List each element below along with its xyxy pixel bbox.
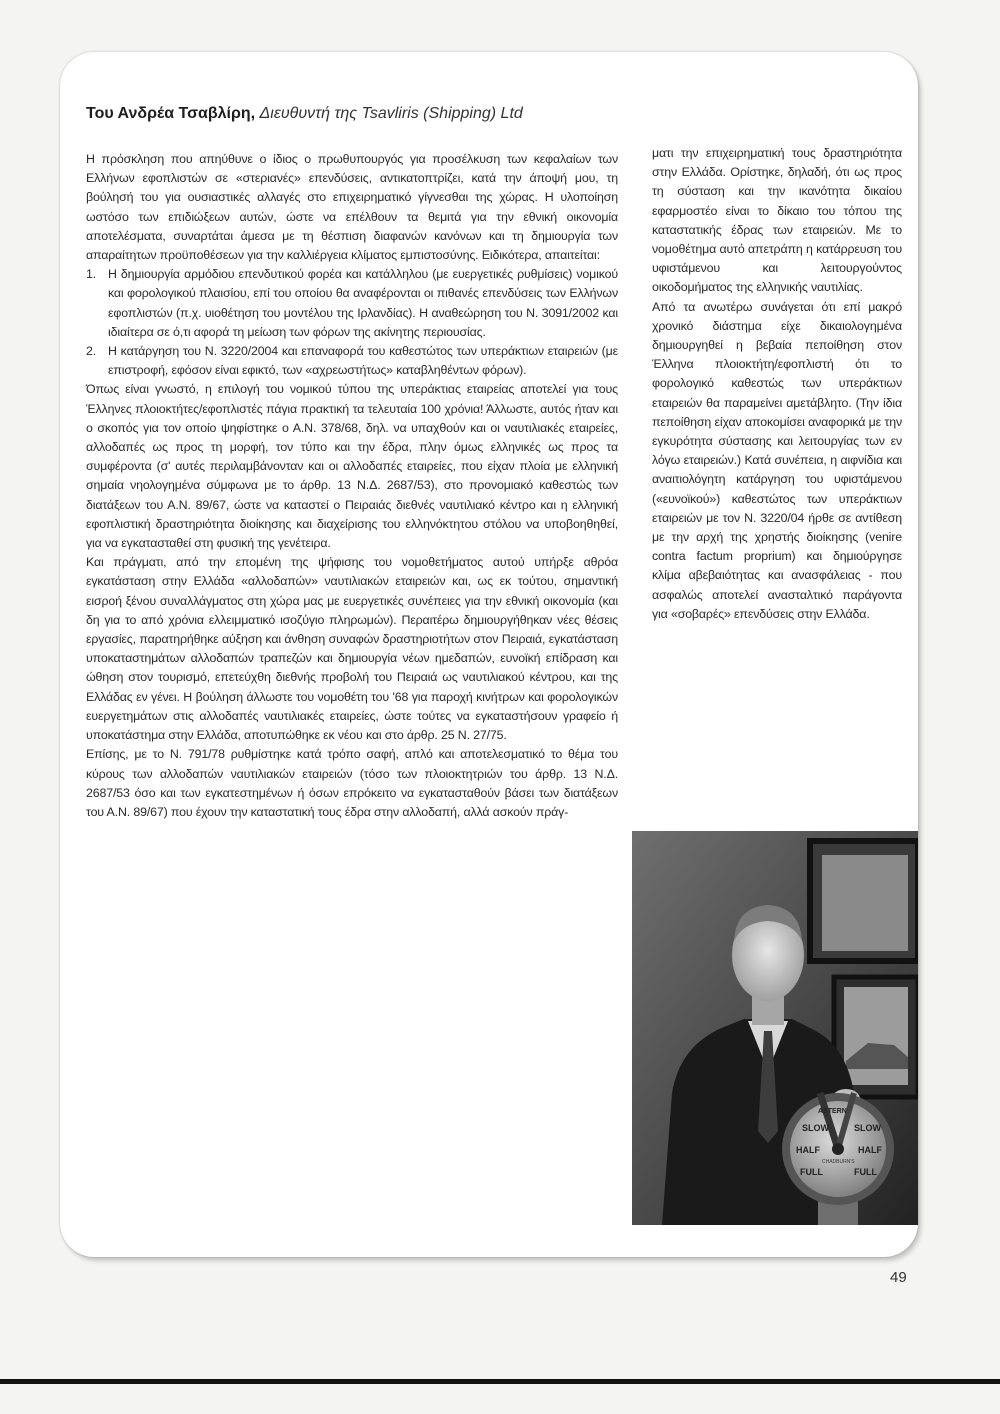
list-number: 2. xyxy=(86,344,97,359)
requirements-list xyxy=(86,265,618,380)
paragraph: Από τα ανωτέρω συνάγεται ότι επί μακρό χρονικό διάστημα είχε δικαιολογημένα δημιουργηθεί η βεβαία πεποίθηση στον Έλληνα πλοιοκτήτη/εφοπλιστή ότι το φορολογικό καθεστώς των υπεράκτιων εταιρειών θα παραμείνει αμετάβλητο. (Την ίδια πεποίθηση είχαν αποκομίσει αναφορικά με την εγκυρότητα σύστασης και λειτουργίας των εν λόγω εταιρειών.) Κατά συνέπεια, η αιφνίδια και αναιτιολόγητη κατάργηση του υφιστάμενου («ευνοϊκού») καθεστώτος των υπεράκτιων εταιρειών με τον Ν. 3220/04 ήρθε σε αντίθεση με την αρχή της χρηστής διοίκησης (venire contra factum proprium) και δημιούργησε κλίμα αβεβαιότητας και ανασφάλειας - που ασφαλώς αποτελεί ανασταλτικό παράγοντα για «σοβαρές» επενδύσεις στην Ελλάδα. xyxy=(652,299,902,621)
list-number: 1. xyxy=(86,267,97,282)
footer-rule xyxy=(0,1379,1000,1384)
telegraph-label: FULL xyxy=(854,1167,877,1177)
article-header xyxy=(86,104,786,124)
author-role: Διευθυντή της Tsavliris (Shipping) Ltd xyxy=(259,105,523,122)
list-text: Η δημιουργία αρμόδιου επενδυτικού φορέα και κατάλληλου (με ευεργετικές ρυθμίσεις) νομικού και φορολογικού πλαισίου, επί του οποίου θα αναφέρονται οι πιθανές επενδύσεις των Ελλήνων εφοπλιστών (π.χ. υιοθέτηση του μοντέλου της Ιρλανδίας). Η αναθεώρηση του Ν. 3091/2002 και ιδιαίτερα σε ό,τι αφορά τη μείωση των φόρων της ακίνητης περιουσίας. xyxy=(108,267,618,339)
list-text: Η κατάργηση του Ν. 3220/2004 και επαναφορά του καθεστώτος των υπεράκτιων εταιρειών (με επιστροφή, εφόσον είναι εφικτό, των «αχρεωστήτως» καταβληθέντων φόρων). xyxy=(108,344,618,378)
right-column xyxy=(652,144,902,624)
page-number: 49 xyxy=(890,1269,907,1286)
telegraph-label: SLOW xyxy=(802,1123,829,1133)
paragraph: Όπως είναι γνωστό, η επιλογή του νομικού τύπου της υπεράκτιας εταιρείας αποτελεί για τους Έλληνες πλοιοκτήτες/εφοπλιστές πάγια πρακτική τα τελευταία 100 χρόνια! Άλλωστε, αυτός ήταν και ο σκοπός για τον οποίο ψηφίστηκε ο Α.Ν. 378/68, δηλ. να υπαχθούν και οι ναυτιλιακές εταιρείες, αλλοδαπές ως προς τη μορφή, τον τύπο και την έδρα, πλην όμως ελληνικές ως προς τα συμφέροντα (σ' αυτές περιλαμβάνονταν και οι αλλοδαπές εταιρείες, που είχαν πλοία με ελληνική σημαία νηολογημένα σύμφωνα με το άρθρ. 13 Ν.Δ. 2687/53), στο προνομιακό καθεστώς των διατάξεων του Α.Ν. 89/67, ώστε να καταστεί ο Πειραιάς διεθνές ναυτιλιακό κέντρο και η ελληνική εφοπλιστική δραστηριότητα διοίκησης και διαχείρισης του ελληνόκτητου στόλου να υποβοηθηθεί, για να εγκατασταθεί στη φυσική της γενέτειρα. xyxy=(86,382,618,551)
list-item xyxy=(86,265,618,342)
paragraph: Και πράγματι, από την επομένη της ψήφισης του νομοθετήματος αυτού υπήρξε αθρόα εγκατάσταση στην Ελλάδα «αλλοδαπών» ναυτιλιακών εταιρειών και, ως εκ τούτου, σημαντική εισροή ξένου συναλλάγματος στη χώρα μας με ευεργετικές συνέπειες για την εθνική οικονομία (και δη για το από χρόνια ελλειμματικό ισοζύγιο πληρωμών). Περαιτέρω δημιουργήθηκαν νέες θέσεις εργασίες, παρατηρήθηκε αύξηση και άνθηση συναφών δραστηριοτήτων στον Πειραιά, εγκατάσταση υποκαταστημάτων αλλοδαπών τραπεζών και δημιουργία νέων ημεδαπών, ευνοϊκή επίδραση και ώθηση στον τουρισμό, επετεύχθη διεθνής προβολή του Πειραιά ως ναυτιλιακού κέντρου, και της Ελλάδας εν γένει. Η βούληση άλλωστε του νομοθέτη του '68 για παροχή κινήτρων και φορολογικών ευεργετημάτων στις αλλοδαπές ναυτιλιακές εταιρείες, ώστε τούτες να εγκαταστήσουν γραφείο ή υποκατάστημα στην Ελλάδα, αποτυπώθηκε εκ νέου και στο άρθρ. 25 Ν. 27/75. xyxy=(86,555,618,743)
telegraph-label: FULL xyxy=(800,1167,823,1177)
paragraph: Η πρόσκληση που απηύθυνε ο ίδιος ο πρωθυπουργός για προσέλκυση των κεφαλαίων των Ελλήνων εφοπλιστών σε «στεριανές» επενδύσεις, αντικατοπτρίζει, κατά την άποψή μου, τη βούλησή του για ουσιαστικές αλλαγές στο επιχειρηματικό γίγνεσθαι της χώρας. Η υλοποίηση ωστόσο των επιδιώξεων αυτών, ώστε να επέλθουν τα θεμιτά για την εθνική οικονομία αποτελέσματα, συναρτάται άμεσα με τη θέσπιση διαφανών κανόνων και τη δημιουργία των απαραίτητων προϋποθέσεων για την καλλιέργεια κλίματος εμπιστοσύνης. Ειδικότερα, απαιτείται: xyxy=(86,152,618,263)
telegraph-maker: CHADBURN'S xyxy=(822,1159,855,1165)
author-portrait-photo xyxy=(632,831,918,1225)
author-name: Του Ανδρέα Τσαβλίρη, xyxy=(86,105,256,122)
list-item xyxy=(86,342,618,380)
portrait-illustration xyxy=(632,831,918,1225)
paragraph: Επίσης, με το Ν. 791/78 ρυθμίστηκε κατά τρόπο σαφή, απλό και αποτελεσματικό το θέμα του κύρους των αλλοδαπών ναυτιλιακών εταιρειών (τόσο των πλοιοκτητριών του άρθρ. 13 Ν.Δ. 2687/53 όσο και των εγκατεστημένων ή όσων επρόκειτο να εγκατασταθούν βάσει των διατάξεων του Α.Ν. 89/67) που έχουν την καταστατική τους έδρα στην αλλοδαπή, αλλά ασκούν πράγ- xyxy=(86,747,618,819)
telegraph-label: SLOW xyxy=(854,1123,881,1133)
telegraph-label: HALF xyxy=(858,1145,882,1155)
telegraph-label: HALF xyxy=(796,1145,820,1155)
paragraph: ματι την επιχειρηματική τους δραστηριότητα στην Ελλάδα. Ορίστηκε, δηλαδή, ότι ως προς τη σύσταση και την ικανότητα δικαίου εφαρμοστέο είναι το δίκαιο του τόπου της καταστατικής έδρας των εταιρειών. Με το νομοθέτημα αυτό απετράπη η κατάρρευση του υφιστάμενου και λειτουργούντος οικοδομήματος της ελληνικής ναυτιλίας. xyxy=(652,146,902,295)
left-column xyxy=(86,150,618,822)
telegraph-label: ASTERN xyxy=(818,1108,847,1115)
